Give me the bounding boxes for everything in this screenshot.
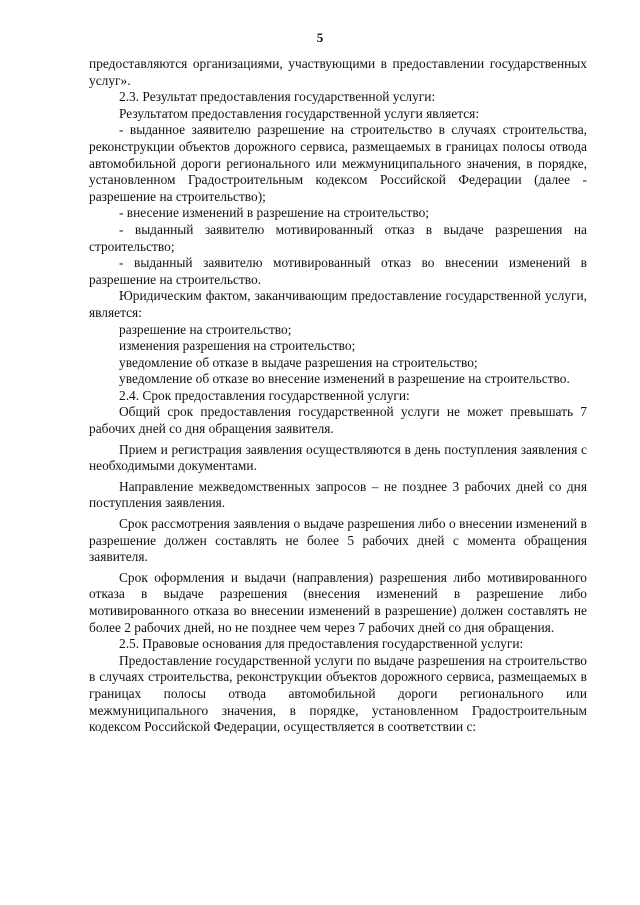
paragraph: - выданное заявителю разрешение на строительство в случаях строительства, реконструкции объектов дорожного сервиса, размещаемых в границах полосы отвода автомобильной дороги регионального или межмуниципального значения, в порядке, установленном Градостроительным кодексом Российской Федерации (далее - разрешение на строительство); [89, 122, 587, 204]
paragraph: Срок рассмотрения заявления о выдаче разрешения либо о внесении изменений в разрешение должен составлять не более 5 рабочих дней с момента обращения заявителя. [89, 516, 587, 565]
paragraph: уведомление об отказе во внесение изменений в разрешение на строительство. [119, 371, 570, 387]
paragraph: изменения разрешения на строительство; [119, 338, 356, 354]
paragraph: Общий срок предоставления государственной услуги не может превышать 7 рабочих дней со дня обращения заявителя. [89, 404, 587, 437]
paragraph: 2.3. Результат предоставления государственной услуги: [119, 89, 436, 105]
paragraph: Прием и регистрация заявления осуществляются в день поступления заявления с необходимыми документами. [89, 441, 587, 474]
paragraph: Предоставление государственной услуги по выдаче разрешения на строительство в случаях строительства, реконструкции объектов дорожного сервиса, размещаемых в границах полосы отвода автомобильной дороги регионального или межмуниципального значения, в порядке, установленном Градостроительным кодексом Российской Федерации, осуществляется в соответствии с: [89, 652, 587, 735]
paragraph: Срок оформления и выдачи (направления) разрешения либо мотивированного отказа в выдаче разрешения (внесения изменений в разрешение либо мотивированного отказа во внесении изменений в разрешение) должен составлять не более 2 рабочих дней, но не позднее чем через 7 рабочих дней со дня обращения. [89, 569, 587, 635]
paragraph: предоставляются организациями, участвующими в предоставлении государственных услуг». [89, 56, 587, 88]
paragraph: Результатом предоставления государственной услуги является: [119, 105, 480, 121]
paragraph: - выданный заявителю мотивированный отказ в выдаче разрешения на строительство; [89, 221, 587, 254]
page-number: 5 [316, 30, 324, 45]
paragraph: - выданный заявителю мотивированный отказ во внесении изменений в разрешение на строительство. [89, 255, 587, 287]
paragraph: уведомление об отказе в выдаче разрешения на строительство; [119, 354, 478, 370]
paragraph: 2.5. Правовые основания для предоставления государственной услуги: [119, 636, 524, 652]
paragraph: Направление межведомственных запросов – не позднее 3 рабочих дней со дня поступления заявления. [89, 478, 587, 511]
paragraph: Юридическим фактом, заканчивающим предоставление государственной услуги, является: [89, 288, 587, 320]
paragraph: разрешение на строительство; [119, 321, 292, 337]
paragraph: 2.4. Срок предоставления государственной услуги: [119, 387, 410, 403]
paragraph: - внесение изменений в разрешение на строительство; [119, 205, 429, 221]
document-body [89, 56, 587, 736]
